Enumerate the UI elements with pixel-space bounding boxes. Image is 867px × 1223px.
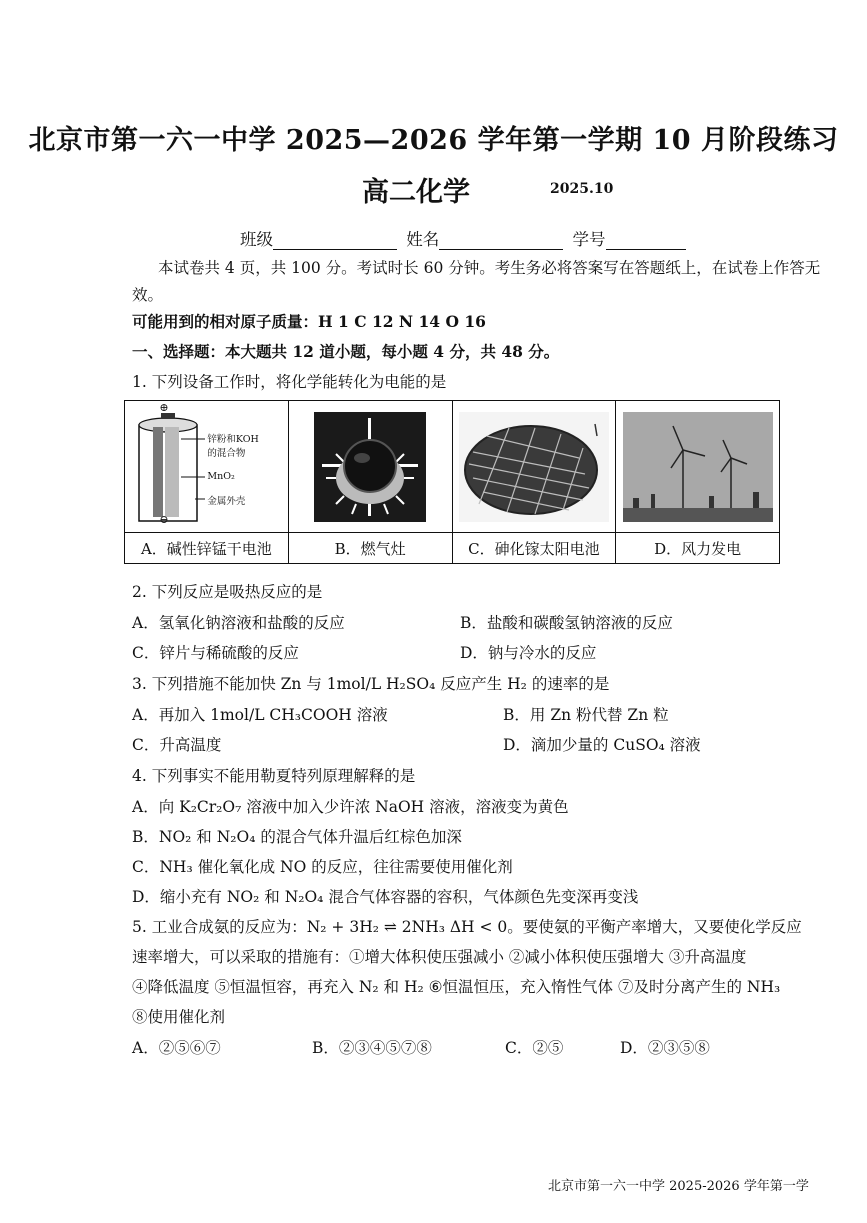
battery-label-mno2: MnO₂ <box>207 470 235 482</box>
solar-cell-image-cell <box>452 401 616 533</box>
gas-stove-icon <box>314 412 426 522</box>
q5-line3: ④降低温度 ⑤恒温恒容，再充入 N₂ 和 H₂ ⑥恒温恒压，充入惰性气体 ⑦及时分离产生的 NH₃ <box>132 978 781 996</box>
q1-option-a[interactable]: A．碱性锌锰干电池 <box>125 533 289 564</box>
q4-stem: 4. 下列事实不能用勒夏特列原理解释的是 <box>132 767 416 785</box>
q1-stem: 1. 下列设备工作时，将化学能转化为电能的是 <box>132 373 447 391</box>
positive-terminal-icon: ⊕ <box>159 400 169 414</box>
q1-device-table <box>124 400 780 564</box>
solar-panel-icon <box>459 412 609 522</box>
q2-option-d[interactable]: D．钠与冷水的反应 <box>460 644 597 662</box>
battery-label-shell: 金属外壳 <box>207 495 246 507</box>
id-field[interactable] <box>606 231 686 250</box>
q3-stem: 3. 下列措施不能加快 Zn 与 1mol/L H₂SO₄ 反应产生 H₂ 的速率的是 <box>132 675 610 693</box>
battery-label-zinc: 锌粉和KOH <box>207 433 259 445</box>
q2-option-b[interactable]: B．盐酸和碳酸氢钠溶液的反应 <box>460 614 673 632</box>
q5-line2: 速率增大，可以采取的措施有：①增大体积使压强减小 ②减小体积使压强增大 ③升高温度 <box>132 948 747 966</box>
q4-option-d[interactable]: D．缩小充有 NO₂ 和 N₂O₄ 混合气体容器的容积，气体颜色先变深再变浅 <box>132 888 639 906</box>
id-label: 学号 <box>572 230 606 249</box>
name-field[interactable] <box>439 231 563 250</box>
wind-power-image-cell <box>616 401 780 533</box>
q5-line1: 5. 工业合成氨的反应为：N₂ + 3H₂ ⇌ 2NH₃ ΔH < 0。要使氨的平衡产率增大，又要使化学反应 <box>132 918 802 936</box>
q4-option-a[interactable]: A．向 K₂Cr₂O₇ 溶液中加入少许浓 NaOH 溶液，溶液变为黄色 <box>132 798 569 816</box>
q5-option-a[interactable]: A．②⑤⑥⑦ <box>132 1039 221 1057</box>
q3-option-c[interactable]: C．升高温度 <box>132 736 222 754</box>
instructions-line2: 效。 <box>132 286 164 304</box>
subject-title: 高二化学 <box>362 177 470 208</box>
q1-option-b[interactable]: B．燃气灶 <box>288 533 452 564</box>
gas-stove-image-cell <box>288 401 452 533</box>
q3-option-d[interactable]: D．滴加少量的 CuSO₄ 溶液 <box>503 736 701 754</box>
battery-image-cell <box>125 401 289 533</box>
atomic-masses: 可能用到的相对原子质量：H 1 C 12 N 14 O 16 <box>132 312 486 331</box>
q2-option-c[interactable]: C．锌片与稀硫酸的反应 <box>132 644 299 662</box>
class-field[interactable] <box>273 231 397 250</box>
q2-stem: 2. 下列反应是吸热反应的是 <box>132 583 323 601</box>
q5-option-d[interactable]: D．②③⑤⑧ <box>620 1039 710 1057</box>
q1-option-c[interactable]: C．砷化镓太阳电池 <box>452 533 616 564</box>
q2-option-a[interactable]: A．氢氧化钠溶液和盐酸的反应 <box>132 614 345 632</box>
battery-label-mixture: 的混合物 <box>207 447 246 459</box>
instructions-line1: 本试卷共 4 页，共 100 分。考试时长 60 分钟。考生务必将答案写在答题纸上，在试卷上作答无 <box>158 259 821 277</box>
q5-option-c[interactable]: C．②⑤ <box>505 1039 564 1057</box>
student-info-row <box>240 226 686 250</box>
name-label: 姓名 <box>406 230 440 249</box>
wind-turbine-icon <box>623 412 773 522</box>
q5-line4: ⑧使用催化剂 <box>132 1008 226 1026</box>
section-one-heading: 一、选择题：本大题共 12 道小题，每小题 4 分，共 48 分。 <box>132 342 560 361</box>
class-label: 班级 <box>240 230 273 249</box>
negative-terminal-icon: ⊖ <box>159 512 169 526</box>
q3-option-a[interactable]: A．再加入 1mol/L CH₃COOH 溶液 <box>132 706 388 724</box>
battery-diagram <box>131 405 281 529</box>
q3-option-b[interactable]: B．用 Zn 粉代替 Zn 粒 <box>503 706 669 724</box>
q1-option-d[interactable]: D．风力发电 <box>616 533 780 564</box>
page-footer: 北京市第一六一中学 2025-2026 学年第一学 <box>548 1179 809 1194</box>
q4-option-c[interactable]: C．NH₃ 催化氧化成 NO 的反应，往往需要使用催化剂 <box>132 858 513 876</box>
q4-option-b[interactable]: B．NO₂ 和 N₂O₄ 的混合气体升温后红棕色加深 <box>132 828 462 846</box>
exam-title: 北京市第一六一中学 2025—2026 学年第一学期 10 月阶段练习 <box>28 125 839 156</box>
exam-date: 2025.10 <box>550 181 614 197</box>
q5-option-b[interactable]: B．②③④⑤⑦⑧ <box>312 1039 432 1057</box>
